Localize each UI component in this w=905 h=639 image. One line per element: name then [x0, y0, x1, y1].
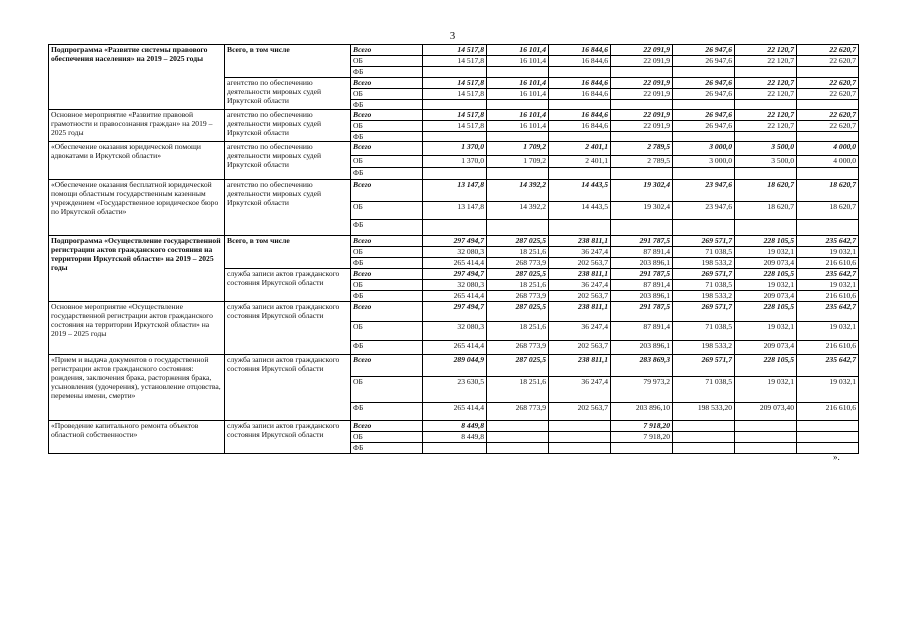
amount-cell: 269 571,7: [673, 302, 735, 322]
responsible-executor-cell: агентство по обеспечению деятельности мировых судей Иркутской области: [225, 110, 351, 142]
amount-cell: 36 247,4: [549, 322, 611, 341]
funding-source-cell: ФБ: [351, 132, 423, 142]
amount-cell: 1 370,0: [423, 156, 487, 168]
table-row: [49, 45, 859, 56]
amount-cell: 287 025,5: [487, 355, 549, 377]
amount-cell: 269 571,7: [673, 269, 735, 280]
responsible-executor-cell: служба записи актов гражданского состояния Иркутской области: [225, 421, 351, 454]
program-name-cell: «Проведение капитального ремонта объектов областной собственности»: [49, 421, 225, 454]
table-row: [49, 180, 859, 202]
amount-cell: 14 517,8: [423, 110, 487, 121]
amount-cell: 238 811,1: [549, 302, 611, 322]
amount-cell: 16 844,6: [549, 45, 611, 56]
amount-cell: 36 247,4: [549, 247, 611, 258]
amount-cell: 265 414,4: [423, 291, 487, 302]
amount-cell: 235 642,7: [797, 236, 859, 247]
amount-cell: 26 947,6: [673, 78, 735, 89]
table-row: [49, 421, 859, 432]
amount-cell: 22 120,7: [735, 45, 797, 56]
amount-cell: 203 896,10: [611, 403, 673, 421]
amount-cell: 209 073,4: [735, 341, 797, 355]
amount-cell: 291 787,5: [611, 302, 673, 322]
amount-cell: [797, 220, 859, 236]
closing-quote-mark: ».: [833, 452, 840, 462]
amount-cell: 202 563,7: [549, 258, 611, 269]
amount-cell: 22 620,7: [797, 78, 859, 89]
amount-cell: 268 773,9: [487, 291, 549, 302]
amount-cell: 2 789,5: [611, 156, 673, 168]
amount-cell: 26 947,6: [673, 110, 735, 121]
amount-cell: 291 787,5: [611, 269, 673, 280]
amount-cell: 36 247,4: [549, 377, 611, 403]
amount-cell: 3 000,0: [673, 142, 735, 156]
amount-cell: [611, 100, 673, 110]
amount-cell: 32 080,3: [423, 280, 487, 291]
amount-cell: 22 120,7: [735, 78, 797, 89]
funding-source-cell: ОБ: [351, 432, 423, 443]
amount-cell: [735, 421, 797, 432]
amount-cell: [673, 132, 735, 142]
amount-cell: [487, 132, 549, 142]
amount-cell: 235 642,7: [797, 355, 859, 377]
amount-cell: 14 517,8: [423, 78, 487, 89]
funding-source-cell: Всего: [351, 236, 423, 247]
amount-cell: 22 120,7: [735, 121, 797, 132]
amount-cell: [735, 67, 797, 78]
responsible-executor-cell: Всего, в том числе: [225, 45, 351, 78]
amount-cell: 22 091,9: [611, 45, 673, 56]
amount-cell: 26 947,6: [673, 89, 735, 100]
amount-cell: [611, 220, 673, 236]
amount-cell: 203 896,1: [611, 258, 673, 269]
amount-cell: 19 032,1: [735, 322, 797, 341]
amount-cell: 22 091,9: [611, 56, 673, 67]
amount-cell: 22 120,7: [735, 56, 797, 67]
amount-cell: 26 947,6: [673, 45, 735, 56]
amount-cell: 79 973,2: [611, 377, 673, 403]
table-row: [49, 302, 859, 322]
responsible-executor-cell: Всего, в том числе: [225, 236, 351, 269]
amount-cell: 216 610,6: [797, 291, 859, 302]
amount-cell: 238 811,1: [549, 355, 611, 377]
amount-cell: 22 091,9: [611, 121, 673, 132]
amount-cell: 7 918,20: [611, 421, 673, 432]
funding-source-cell: ФБ: [351, 168, 423, 180]
amount-cell: 18 251,6: [487, 377, 549, 403]
amount-cell: 235 642,7: [797, 302, 859, 322]
amount-cell: 36 247,4: [549, 280, 611, 291]
amount-cell: [735, 168, 797, 180]
funding-source-cell: Всего: [351, 302, 423, 322]
funding-source-cell: ФБ: [351, 100, 423, 110]
amount-cell: 19 302,4: [611, 180, 673, 202]
amount-cell: [797, 421, 859, 432]
amount-cell: [423, 132, 487, 142]
responsible-executor-cell: агентство по обеспечению деятельности мировых судей Иркутской области: [225, 180, 351, 236]
amount-cell: 198 533,20: [673, 403, 735, 421]
responsible-executor-cell: служба записи актов гражданского состояния Иркутской области: [225, 302, 351, 355]
funding-source-cell: Всего: [351, 142, 423, 156]
amount-cell: 283 869,3: [611, 355, 673, 377]
amount-cell: 268 773,9: [487, 403, 549, 421]
funding-source-cell: Всего: [351, 269, 423, 280]
amount-cell: 19 032,1: [797, 377, 859, 403]
amount-cell: 71 038,5: [673, 377, 735, 403]
amount-cell: [549, 421, 611, 432]
amount-cell: 16 844,6: [549, 78, 611, 89]
amount-cell: [487, 67, 549, 78]
funding-source-cell: ОБ: [351, 202, 423, 220]
amount-cell: [797, 132, 859, 142]
amount-cell: [549, 443, 611, 454]
amount-cell: 3 000,0: [673, 156, 735, 168]
amount-cell: 289 044,9: [423, 355, 487, 377]
responsible-executor-cell: служба записи актов гражданского состояния Иркутской области: [225, 269, 351, 302]
amount-cell: 291 787,5: [611, 236, 673, 247]
amount-cell: [735, 443, 797, 454]
program-name-cell: «Обеспечение оказания бесплатной юридической помощи областным государственным казенным учреждением «Государственное юридическое бюро по Иркутской области»: [49, 180, 225, 236]
budget-table-body: [49, 45, 859, 454]
amount-cell: [673, 421, 735, 432]
amount-cell: 228 105,5: [735, 236, 797, 247]
amount-cell: 18 251,6: [487, 322, 549, 341]
amount-cell: 202 563,7: [549, 341, 611, 355]
amount-cell: 3 500,0: [735, 156, 797, 168]
amount-cell: 216 610,6: [797, 341, 859, 355]
amount-cell: 19 032,1: [735, 377, 797, 403]
amount-cell: 26 947,6: [673, 121, 735, 132]
amount-cell: 287 025,5: [487, 269, 549, 280]
amount-cell: 22 091,9: [611, 89, 673, 100]
amount-cell: 26 947,6: [673, 56, 735, 67]
amount-cell: 14 392,2: [487, 180, 549, 202]
amount-cell: [549, 100, 611, 110]
program-name-cell: «Прием и выдача документов о государственной регистрации актов гражданского состояния: рождения, заключения брака, расторжения брака, усыновления (удочерения), установление отцовства, перемены имени, смерти»: [49, 355, 225, 421]
amount-cell: 238 811,1: [549, 236, 611, 247]
funding-source-cell: ФБ: [351, 258, 423, 269]
amount-cell: 87 891,4: [611, 247, 673, 258]
amount-cell: 297 494,7: [423, 236, 487, 247]
amount-cell: 16 101,4: [487, 110, 549, 121]
amount-cell: 216 610,6: [797, 403, 859, 421]
amount-cell: 8 449,8: [423, 421, 487, 432]
amount-cell: [797, 100, 859, 110]
amount-cell: 18 251,6: [487, 280, 549, 291]
amount-cell: [611, 168, 673, 180]
amount-cell: 16 101,4: [487, 45, 549, 56]
amount-cell: 16 844,6: [549, 56, 611, 67]
amount-cell: 1 709,2: [487, 142, 549, 156]
amount-cell: [797, 432, 859, 443]
amount-cell: 19 032,1: [797, 280, 859, 291]
amount-cell: [797, 67, 859, 78]
amount-cell: 14 392,2: [487, 202, 549, 220]
amount-cell: [423, 443, 487, 454]
amount-cell: 2 401,1: [549, 156, 611, 168]
amount-cell: 18 251,6: [487, 247, 549, 258]
amount-cell: [487, 220, 549, 236]
amount-cell: 16 844,6: [549, 110, 611, 121]
amount-cell: [673, 67, 735, 78]
table-row: [49, 355, 859, 377]
amount-cell: 87 891,4: [611, 322, 673, 341]
amount-cell: [423, 67, 487, 78]
amount-cell: 19 032,1: [735, 280, 797, 291]
responsible-executor-cell: агентство по обеспечению деятельности мировых судей Иркутской области: [225, 78, 351, 110]
amount-cell: 16 101,4: [487, 78, 549, 89]
funding-source-cell: Всего: [351, 421, 423, 432]
amount-cell: 198 533,2: [673, 258, 735, 269]
funding-source-cell: Всего: [351, 180, 423, 202]
amount-cell: 19 302,4: [611, 202, 673, 220]
funding-source-cell: ФБ: [351, 341, 423, 355]
amount-cell: 3 500,0: [735, 142, 797, 156]
amount-cell: [797, 443, 859, 454]
amount-cell: [549, 168, 611, 180]
funding-source-cell: ОБ: [351, 322, 423, 341]
amount-cell: [487, 168, 549, 180]
page-number: 3: [449, 30, 456, 42]
amount-cell: 8 449,8: [423, 432, 487, 443]
funding-source-cell: ФБ: [351, 67, 423, 78]
amount-cell: 22 620,7: [797, 56, 859, 67]
amount-cell: 13 147,8: [423, 180, 487, 202]
amount-cell: [673, 443, 735, 454]
amount-cell: 22 620,7: [797, 89, 859, 100]
amount-cell: 22 620,7: [797, 45, 859, 56]
amount-cell: 268 773,9: [487, 258, 549, 269]
amount-cell: [487, 443, 549, 454]
amount-cell: 16 844,6: [549, 89, 611, 100]
funding-source-cell: Всего: [351, 355, 423, 377]
amount-cell: 22 091,9: [611, 78, 673, 89]
amount-cell: 22 620,7: [797, 121, 859, 132]
funding-source-cell: ФБ: [351, 443, 423, 454]
amount-cell: 16 101,4: [487, 56, 549, 67]
amount-cell: [487, 100, 549, 110]
amount-cell: 32 080,3: [423, 322, 487, 341]
amount-cell: 238 811,1: [549, 269, 611, 280]
amount-cell: 4 000,0: [797, 156, 859, 168]
amount-cell: 268 773,9: [487, 341, 549, 355]
amount-cell: [797, 168, 859, 180]
program-name-cell: «Обеспечение оказания юридической помощи адвокатами в Иркутской области»: [49, 142, 225, 180]
amount-cell: 1 370,0: [423, 142, 487, 156]
amount-cell: 269 571,7: [673, 355, 735, 377]
amount-cell: [487, 421, 549, 432]
amount-cell: 14 443,5: [549, 180, 611, 202]
funding-source-cell: Всего: [351, 110, 423, 121]
amount-cell: [423, 100, 487, 110]
amount-cell: 209 073,40: [735, 403, 797, 421]
table-row: [49, 142, 859, 156]
amount-cell: 265 414,4: [423, 403, 487, 421]
funding-source-cell: Всего: [351, 78, 423, 89]
funding-source-cell: ОБ: [351, 377, 423, 403]
amount-cell: [549, 432, 611, 443]
amount-cell: 22 620,7: [797, 110, 859, 121]
amount-cell: 14 517,8: [423, 89, 487, 100]
amount-cell: 209 073,4: [735, 258, 797, 269]
amount-cell: 87 891,4: [611, 280, 673, 291]
amount-cell: 198 533,2: [673, 291, 735, 302]
budget-table: [48, 44, 859, 454]
amount-cell: 287 025,5: [487, 302, 549, 322]
funding-source-cell: ФБ: [351, 403, 423, 421]
amount-cell: 16 101,4: [487, 89, 549, 100]
amount-cell: [423, 168, 487, 180]
table-row: [49, 110, 859, 121]
amount-cell: 32 080,3: [423, 247, 487, 258]
amount-cell: [611, 67, 673, 78]
amount-cell: [423, 220, 487, 236]
funding-source-cell: ОБ: [351, 121, 423, 132]
program-name-cell: Основное мероприятие «Развитие правовой грамотности и правосознания граждан» на 2019 – 2025 годы: [49, 110, 225, 142]
amount-cell: 71 038,5: [673, 280, 735, 291]
amount-cell: 265 414,4: [423, 341, 487, 355]
amount-cell: [673, 168, 735, 180]
amount-cell: 235 642,7: [797, 269, 859, 280]
amount-cell: 209 073,4: [735, 291, 797, 302]
amount-cell: 23 630,5: [423, 377, 487, 403]
funding-source-cell: ОБ: [351, 89, 423, 100]
amount-cell: 287 025,5: [487, 236, 549, 247]
program-name-cell: Основное мероприятие «Осуществление государственной регистрации актов гражданского состояния на территории Иркутской области» на 2019 – 2025 годы: [49, 302, 225, 355]
amount-cell: [735, 132, 797, 142]
amount-cell: 13 147,8: [423, 202, 487, 220]
amount-cell: 198 533,2: [673, 341, 735, 355]
amount-cell: 14 443,5: [549, 202, 611, 220]
amount-cell: 23 947,6: [673, 180, 735, 202]
amount-cell: 18 620,7: [797, 180, 859, 202]
amount-cell: 22 120,7: [735, 89, 797, 100]
amount-cell: 269 571,7: [673, 236, 735, 247]
funding-source-cell: ОБ: [351, 56, 423, 67]
amount-cell: 265 414,4: [423, 258, 487, 269]
funding-source-cell: ФБ: [351, 291, 423, 302]
amount-cell: [673, 432, 735, 443]
amount-cell: 2 401,1: [549, 142, 611, 156]
amount-cell: 18 620,7: [735, 202, 797, 220]
amount-cell: 216 610,6: [797, 258, 859, 269]
responsible-executor-cell: агентство по обеспечению деятельности мировых судей Иркутской области: [225, 142, 351, 180]
funding-source-cell: Всего: [351, 45, 423, 56]
amount-cell: [673, 100, 735, 110]
amount-cell: 23 947,6: [673, 202, 735, 220]
amount-cell: 71 038,5: [673, 322, 735, 341]
amount-cell: 202 563,7: [549, 291, 611, 302]
amount-cell: 228 105,5: [735, 355, 797, 377]
amount-cell: 71 038,5: [673, 247, 735, 258]
amount-cell: 203 896,1: [611, 291, 673, 302]
table-row: [49, 236, 859, 247]
amount-cell: 7 918,20: [611, 432, 673, 443]
amount-cell: 203 896,1: [611, 341, 673, 355]
amount-cell: 16 844,6: [549, 121, 611, 132]
amount-cell: 14 517,8: [423, 45, 487, 56]
responsible-executor-cell: служба записи актов гражданского состояния Иркутской области: [225, 355, 351, 421]
amount-cell: [735, 432, 797, 443]
amount-cell: [735, 220, 797, 236]
amount-cell: 4 000,0: [797, 142, 859, 156]
amount-cell: 1 709,2: [487, 156, 549, 168]
amount-cell: 202 563,7: [549, 403, 611, 421]
amount-cell: 18 620,7: [797, 202, 859, 220]
amount-cell: [549, 132, 611, 142]
amount-cell: 14 517,8: [423, 121, 487, 132]
amount-cell: [611, 443, 673, 454]
amount-cell: 19 032,1: [797, 247, 859, 258]
amount-cell: 18 620,7: [735, 180, 797, 202]
amount-cell: [549, 220, 611, 236]
amount-cell: [735, 100, 797, 110]
amount-cell: [549, 67, 611, 78]
amount-cell: 297 494,7: [423, 302, 487, 322]
amount-cell: 22 120,7: [735, 110, 797, 121]
amount-cell: 19 032,1: [797, 322, 859, 341]
amount-cell: 228 105,5: [735, 302, 797, 322]
funding-source-cell: ОБ: [351, 156, 423, 168]
program-name-cell: Подпрограмма «Осуществление государственной регистрации актов гражданского состояния на территории Иркутской области» на 2019 – 2025 годы: [49, 236, 225, 302]
amount-cell: [611, 132, 673, 142]
amount-cell: 2 789,5: [611, 142, 673, 156]
amount-cell: 228 105,5: [735, 269, 797, 280]
funding-source-cell: ОБ: [351, 247, 423, 258]
program-name-cell: Подпрограмма «Развитие системы правового обеспечения населения» на 2019 – 2025 годы: [49, 45, 225, 110]
amount-cell: 22 091,9: [611, 110, 673, 121]
funding-source-cell: ФБ: [351, 220, 423, 236]
amount-cell: 19 032,1: [735, 247, 797, 258]
amount-cell: 297 494,7: [423, 269, 487, 280]
funding-source-cell: ОБ: [351, 280, 423, 291]
amount-cell: 16 101,4: [487, 121, 549, 132]
amount-cell: [487, 432, 549, 443]
amount-cell: 14 517,8: [423, 56, 487, 67]
amount-cell: [673, 220, 735, 236]
